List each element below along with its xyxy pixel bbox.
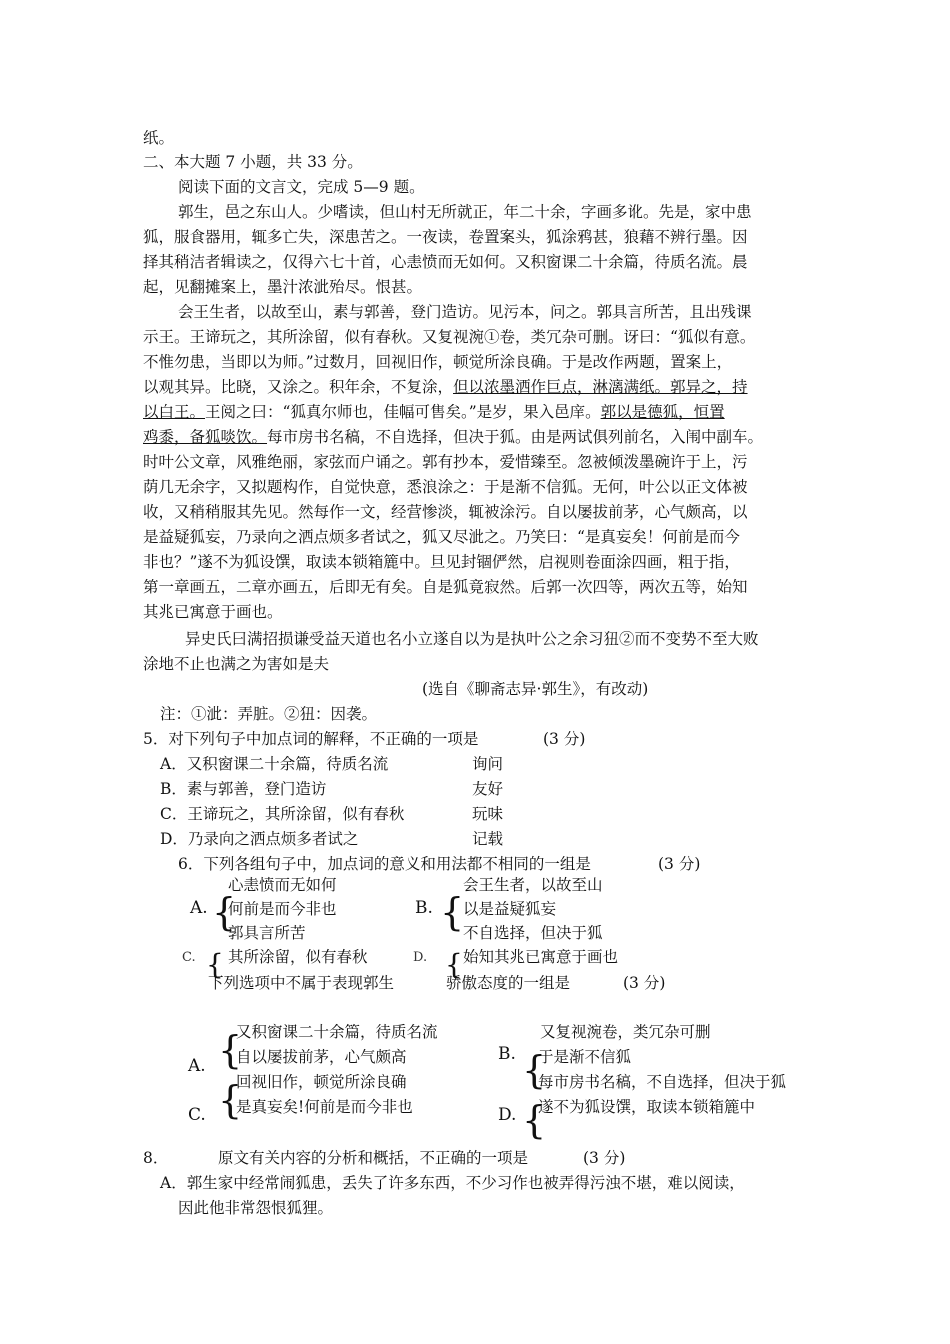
question-7-a-line: 又积窗课二十余篇，待质名流 — [236, 1023, 438, 1041]
instruction: 阅读下面的文言文，完成 5—9 题。 — [178, 178, 425, 196]
passage-line: 狐，服食器用，辄多亡失，深患苦之。一夜读，卷置案头，狐涂鸦甚，狼藉不辨行墨。因 — [143, 228, 748, 246]
question-6-label-a: A. — [190, 898, 208, 918]
question-6-b-line: 以是益疑狐妄 — [463, 900, 557, 918]
passage-line — [143, 400, 725, 424]
passage-line: 起，见翻摊案上，墨汁浓泚殆尽。恨甚。 — [143, 278, 423, 296]
brace-icon: { — [218, 1028, 243, 1072]
question-8-stem: 原文有关内容的分析和概括，不正确的一项是 — [218, 1149, 529, 1167]
passage-line: 非也？”遂不为狐设馔，取读本锁箱簏中。旦见封锢俨然，启视则卷面涂四画，粗于指， — [143, 553, 740, 571]
question-5-gloss-c: 玩味 — [472, 805, 504, 823]
brace-icon: { — [522, 1048, 547, 1092]
question-8-option-a: A．郭生家中经常闹狐患，丢失了许多东西，不少习作也被弄得污浊不堪，难以阅读， — [160, 1174, 745, 1192]
passage-line — [143, 375, 748, 399]
question-5-option-b: B．素与郭善，登门造访 — [160, 780, 327, 798]
question-7-c-line: 是真妄矣!何前是而今非也 — [236, 1098, 413, 1116]
passage-line: 郭生，邑之东山人。少嗜读，但山村无所就正，年二十余，字画多讹。先是，家中患 — [178, 203, 752, 221]
question-7-b-line: 每市房书名稿，不自选择，但决于狐 — [538, 1073, 787, 1091]
question-8-score: (3 分) — [583, 1149, 626, 1167]
question-7-label-a: A. — [188, 1056, 206, 1076]
passage-line: 其兆已寓意于画也。 — [143, 603, 283, 621]
passage-text: 王阅之曰：“狐真尔师也，佳幅可售矣。”是岁，果入邑庠。 — [205, 403, 601, 421]
question-6-a-line: 何前是而今非也 — [228, 900, 337, 918]
question-7-c-line: 回视旧作，顿觉所涂良确 — [236, 1073, 407, 1091]
question-6-a-line: 郭具言所苦 — [228, 924, 306, 942]
question-6-label-d: D. — [413, 950, 428, 965]
passage-line: 是益疑狐妄，乃录向之洒点烦多者试之，狐又尽泚之。乃笑曰：“是真妄矣！何前是而今 — [143, 528, 740, 546]
question-7-b-line: 于是渐不信狐 — [538, 1048, 632, 1066]
passage-line: 择其稍洁者辑读之，仅得六七十首，心恚愤而无如何。又积窗课二十余篇，待质名流。晨 — [143, 253, 748, 271]
passage-line: 收，又稍稍服其先见。然每作一文，经营惨淡，辄被涂污。自以屡拔前茅，心气颇高，以 — [143, 503, 748, 521]
annotation-note: 注：①泚：弄脏。②狃：因袭。 — [160, 705, 378, 723]
question-6-c-line: 其所涂留，似有春秋 — [228, 948, 368, 966]
question-6-stem: 6．下列各组句子中，加点词的意义和用法都不相同的一组是 — [178, 855, 591, 873]
question-5-option-a: A．又积窗课二十余篇，待质名流 — [160, 755, 389, 773]
question-7-stem: 下列选项中不属于表现郭生 — [208, 974, 395, 992]
section-heading: 二、本大题 7 小题，共 33 分。 — [143, 153, 363, 171]
text-line: 纸。 — [143, 129, 175, 147]
question-7-b-line: 又复视涴卷，类冗杂可删 — [540, 1023, 711, 1041]
question-5-score: (3 分) — [543, 730, 586, 748]
underlined-sentence: 但以浓墨洒作巨点，淋漓满纸。郭异之，持 — [453, 378, 748, 396]
question-5-gloss-d: 记载 — [472, 830, 504, 848]
passage-line: 异史氏曰满招损谦受益天道也名小立遂自以为是执叶公之余习狃②而不变势不至大败 — [185, 630, 759, 648]
source-citation: (选自《聊斋志异·郭生》，有改动) — [422, 680, 649, 698]
brace-icon: { — [212, 890, 237, 934]
question-6-label-b: B. — [415, 898, 433, 918]
passage-line: 不惟勿患，当即以为师。”过数月，回视旧作，顿觉所涂良确。于是改作两题，置案上， — [143, 353, 733, 371]
question-7-stem-rest: 骄傲态度的一组是 — [446, 974, 571, 992]
passage-line: 示王。王谛玩之，其所涂留，似有春秋。又复视涴①卷，类冗杂可删。讶曰：“狐似有意。 — [143, 328, 756, 346]
question-5-gloss-a: 询问 — [472, 755, 504, 773]
question-7-a-line: 自以屡拔前茅，心气颇高 — [236, 1048, 407, 1066]
passage-line: 会王生者，以故至山，素与郭善，登门造访。见污本，问之。郭具言所苦，且出残课 — [178, 303, 752, 321]
brace-icon: { — [522, 1098, 547, 1142]
question-5-stem: 5．对下列句子中加点词的解释，不正确的一项是 — [143, 730, 479, 748]
question-7-label-d: D. — [498, 1105, 517, 1125]
brace-icon: { — [440, 890, 465, 934]
question-8-number: 8． — [143, 1149, 169, 1167]
underlined-sentence: 鸡黍，备狐啖饮。 — [143, 428, 268, 446]
question-5-gloss-b: 友好 — [472, 780, 504, 798]
question-6-b-line: 不自选择，但决于狐 — [463, 924, 603, 942]
question-8-option-a-cont: 因此他非常怨恨狐狸。 — [178, 1199, 334, 1217]
question-7-label-c: C. — [188, 1105, 206, 1125]
question-6-label-c: C. — [182, 950, 196, 965]
question-6-score: (3 分) — [658, 855, 701, 873]
passage-line: 时叶公文章，风雅绝丽，家弦而户诵之。郭有抄本，爱惜臻至。忽被倾泼墨碗许于上，污 — [143, 453, 748, 471]
question-7-score: (3 分) — [623, 974, 666, 992]
brace-icon: { — [218, 1078, 243, 1122]
underlined-sentence: 郭以是德狐，恒置 — [600, 403, 725, 421]
question-5-option-c: C．王谛玩之，其所涂留，似有春秋 — [160, 805, 405, 823]
brace-icon: { — [206, 948, 224, 981]
passage-line: 荫几无余字，又拟题构作，自觉快意，悉浪涂之：于是渐不信狐。无何，叶公以正文体被 — [143, 478, 748, 496]
brace-icon: { — [445, 948, 463, 981]
passage-text: 每市房书名稿，不自选择，但决于狐。由是两试俱列前名，入闱中副车。 — [267, 428, 764, 446]
underlined-sentence: 以白王。 — [143, 403, 206, 421]
question-5-option-d: D．乃录向之洒点烦多者试之 — [160, 830, 359, 848]
question-7-label-b: B. — [498, 1044, 516, 1064]
passage-text: 以观其异。比晓，又涂之。积年余，不复涂， — [143, 378, 454, 396]
passage-line: 涂地不止也满之为害如是夫 — [143, 655, 330, 673]
passage-line: 第一章画五，二章亦画五，后即无有矣。自是狐竟寂然。后郭一次四等，两次五等，始知 — [143, 578, 748, 596]
question-6-a-line: 心恚愤而无如何 — [228, 876, 337, 894]
question-6-b-line: 会王生者，以故至山 — [463, 876, 603, 894]
question-7-d-line: 遂不为狐设馔，取读本锁箱簏中 — [538, 1098, 756, 1116]
question-6-d-line: 始知其兆已寓意于画也 — [463, 948, 619, 966]
passage-line — [143, 425, 763, 449]
